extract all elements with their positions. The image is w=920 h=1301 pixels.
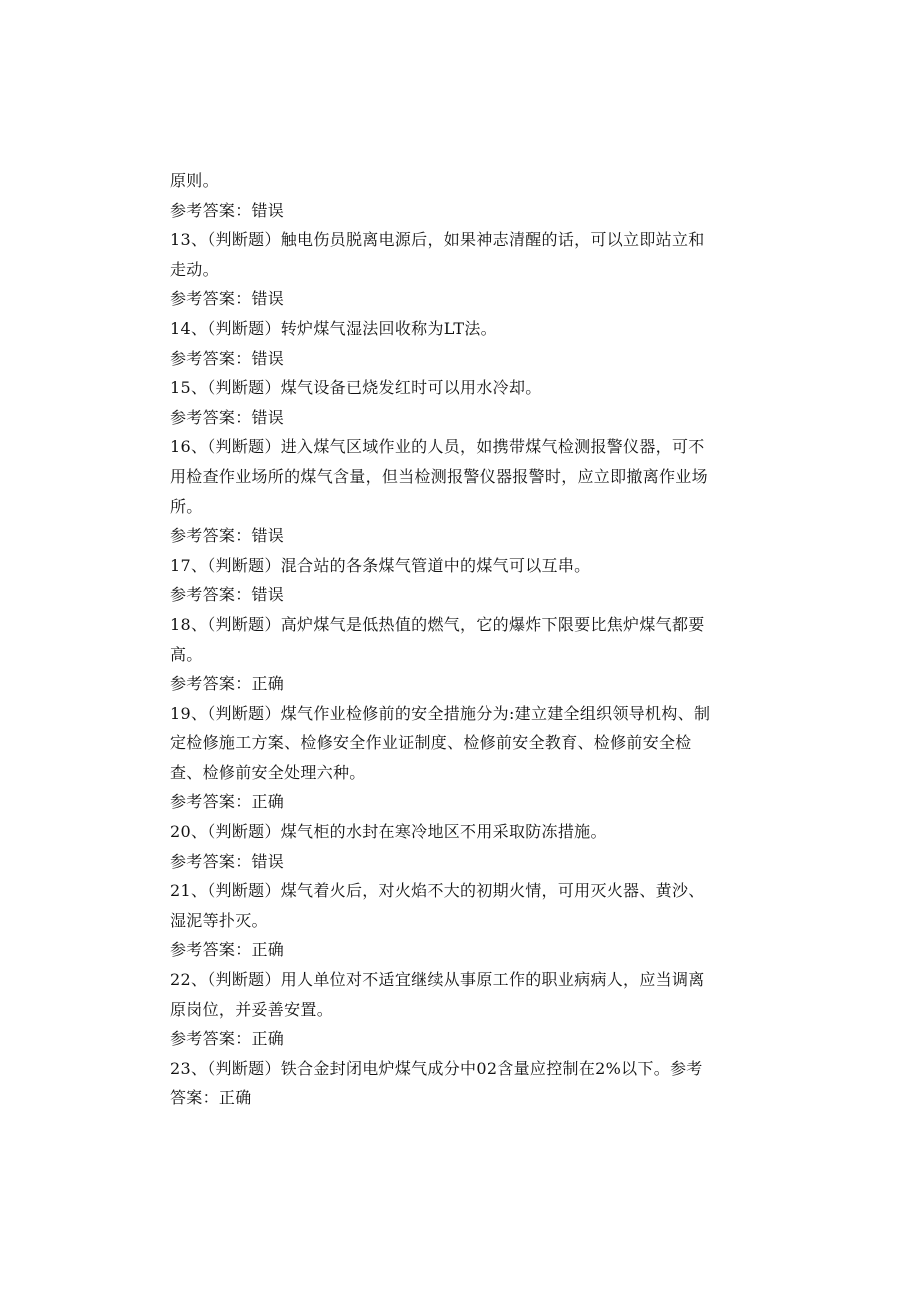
text-line: 湿泥等扑灭。 bbox=[170, 910, 268, 930]
answer-line: 参考答案：正确 bbox=[170, 940, 285, 960]
answer-line: 参考答案：错误 bbox=[170, 348, 285, 368]
answer-line: 参考答案：正确 bbox=[170, 674, 285, 694]
answer-line: 参考答案：错误 bbox=[170, 289, 285, 309]
question-line: 17、（判断题）混合站的各条煤气管道中的煤气可以互串。 bbox=[170, 555, 591, 575]
text-line: 原则。 bbox=[170, 171, 219, 190]
answer-line: 参考答案：错误 bbox=[170, 526, 285, 546]
answer-line: 参考答案：正确 bbox=[170, 792, 285, 812]
text-line: 查、检修前安全处理六种。 bbox=[170, 762, 366, 782]
question-line: 18、（判断题）高炉煤气是低热值的燃气，它的爆炸下限要比焦炉煤气都要 bbox=[170, 614, 705, 634]
question-line: 22、（判断题）用人单位对不适宜继续从事原工作的职业病病人，应当调离 bbox=[170, 970, 705, 990]
answer-line: 参考答案：错误 bbox=[170, 407, 285, 427]
question-line: 15、（判断题）煤气设备已烧发红时可以用水冷却。 bbox=[170, 378, 542, 398]
question-line: 19、（判断题）煤气作业检修前的安全措施分为:建立建全组织领导机构、制 bbox=[170, 703, 711, 723]
answer-line: 参考答案：错误 bbox=[170, 200, 285, 220]
question-line: 14、（判断题）转炉煤气湿法回收称为LT法。 bbox=[170, 318, 497, 338]
text-line: 用检查作业场所的煤气含量，但当检测报警仪器报警时，应立即撤离作业场 bbox=[170, 466, 708, 486]
text-line: 定检修施工方案、检修安全作业证制度、检修前安全教育、检修前安全检 bbox=[170, 733, 692, 753]
question-line: 16、（判断题）进入煤气区域作业的人员，如携带煤气检测报警仪器，可不 bbox=[170, 437, 705, 457]
answer-line: 答案：正确 bbox=[170, 1088, 252, 1108]
answer-line: 参考答案：错误 bbox=[170, 851, 285, 871]
document-body bbox=[170, 166, 750, 1113]
answer-line: 参考答案：错误 bbox=[170, 585, 285, 605]
text-line: 高。 bbox=[170, 644, 203, 664]
question-line: 13、（判断题）触电伤员脱离电源后，如果神志清醒的话，可以立即站立和 bbox=[170, 230, 705, 250]
question-line: 21、（判断题）煤气着火后，对火焰不大的初期火情，可用灭火器、黄沙、 bbox=[170, 881, 705, 901]
question-line: 20、（判断题）煤气柜的水封在寒冷地区不用采取防冻措施。 bbox=[170, 822, 607, 842]
text-line: 所。 bbox=[170, 496, 203, 516]
text-line: 原岗位，并妥善安置。 bbox=[170, 999, 334, 1019]
answer-line: 参考答案：正确 bbox=[170, 1029, 285, 1049]
question-line: 23、（判断题）铁合金封闭电炉煤气成分中02含量应控制在2%以下。参考 bbox=[170, 1058, 703, 1078]
text-line: 走动。 bbox=[170, 259, 219, 279]
